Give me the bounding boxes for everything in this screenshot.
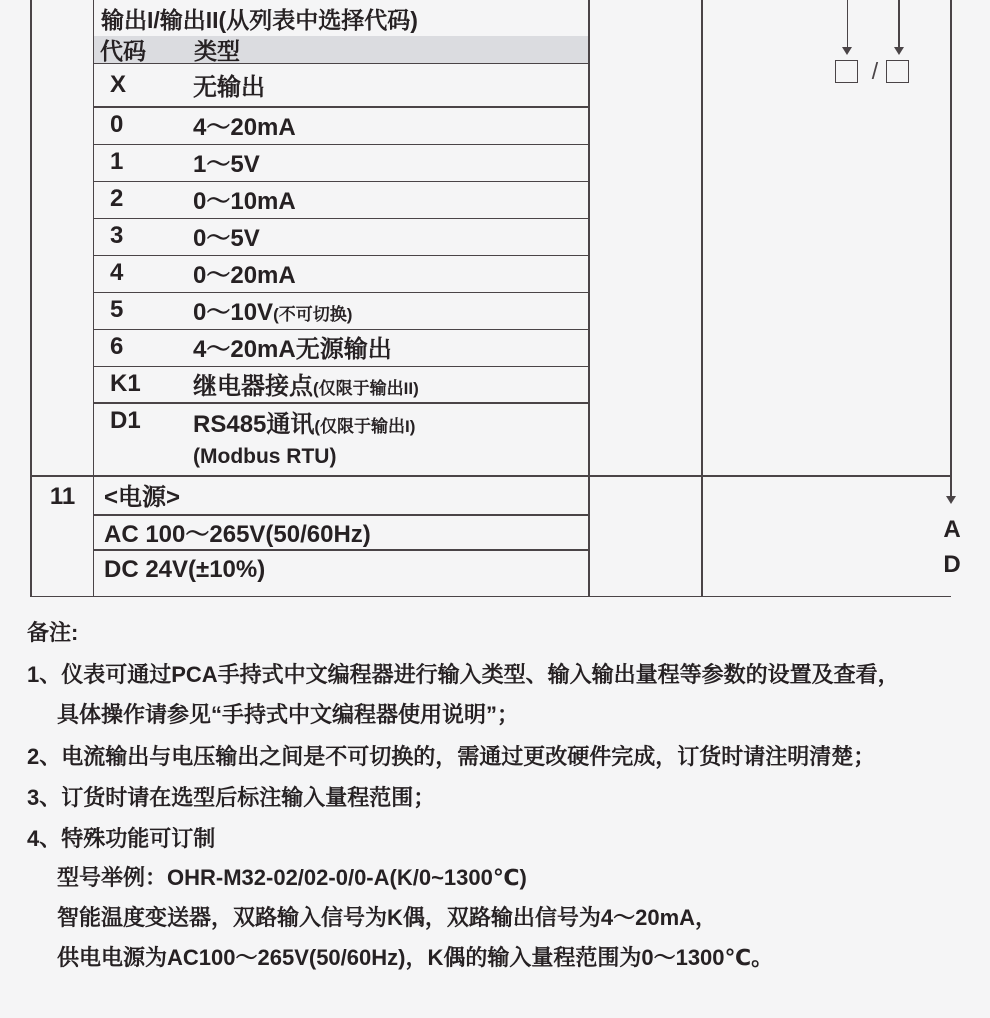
- model-example-line-3: 供电电源为AC100～265V(50/60Hz)，K偶的输入量程范围为0～1300℃。: [57, 945, 774, 970]
- output-row-3: [94, 217, 588, 254]
- output-row-d1: [94, 402, 588, 440]
- slash-separator: /: [871, 58, 879, 84]
- type-cell: 0～5V: [193, 225, 260, 252]
- type-cell: 无输出: [193, 74, 265, 101]
- output2-code-selection-box: [886, 60, 909, 83]
- type-cell: 0～10V(不可切换): [193, 299, 353, 326]
- power-option-ac: AC 100～265V(50/60Hz): [104, 521, 371, 548]
- code-cell: 0: [110, 110, 124, 138]
- note-3: 3、订货时请在选型后标注输入量程范围；: [27, 785, 436, 810]
- note-1-line-1: 1、仪表可通过PCA手持式中文编程器进行输入类型、输入输出量程等参数的设置及查看，: [27, 662, 900, 687]
- col-header-type: 类型: [194, 38, 240, 64]
- code-cell: 2: [110, 184, 124, 212]
- output-row-2: [94, 180, 588, 217]
- type-cell: 1～5V: [193, 151, 260, 178]
- output-row-0: [94, 106, 588, 143]
- modbus-protocol-note: (Modbus RTU): [193, 445, 337, 468]
- col-header-code: 代码: [100, 38, 146, 64]
- output-row-k1: [94, 365, 588, 402]
- output1-arrow-line: [847, 0, 849, 48]
- output-row-1: [94, 143, 588, 180]
- type-note: (仅限于输出II): [313, 379, 419, 398]
- output-section-title-text: 输出I/输出II(从列表中选择代码): [101, 6, 418, 33]
- note-2: 2、电流输出与电压输出之间是不可切换的，需通过更改硬件完成，订货时请注明清楚；: [27, 744, 876, 769]
- row-number-11: 11: [49, 483, 76, 510]
- code-cell: D1: [110, 407, 141, 434]
- code-cell: 6: [110, 332, 124, 360]
- type-cell: 继电器接点(仅限于输出II): [193, 373, 419, 400]
- code-cell: 1: [110, 147, 124, 175]
- note-4: 4、特殊功能可订制: [27, 826, 216, 851]
- type-cell: 4～20mA无源输出: [193, 336, 392, 363]
- output-row-x: [94, 63, 588, 106]
- table-border: [31, 596, 951, 598]
- output-row-5: [94, 291, 588, 328]
- model-example-line-1: 型号举例：OHR-M32-02/02-0/0-A(K/0~1300℃): [57, 865, 527, 890]
- table-header-row: [94, 36, 588, 63]
- code-cell: 5: [110, 295, 124, 323]
- notes-heading: 备注:: [27, 620, 79, 645]
- note-1-line-2: 具体操作请参见“手持式中文编程器使用说明”；: [57, 702, 520, 727]
- table-border: [588, 0, 590, 597]
- power-code-a-label: A: [943, 516, 961, 543]
- output1-code-selection-box: [835, 60, 858, 83]
- power-code-d-label: D: [943, 551, 961, 578]
- arrow-down-icon: [894, 47, 904, 55]
- code-cell: 3: [110, 221, 124, 249]
- code-cell: X: [110, 70, 127, 98]
- output2-arrow-line: [898, 0, 900, 48]
- table-border: [701, 0, 703, 597]
- power-option-dc: DC 24V(±10%): [104, 556, 266, 583]
- type-cell: RS485通讯(仅限于输出I): [193, 410, 416, 438]
- arrow-down-icon: [946, 496, 956, 504]
- output-row-4: [94, 254, 588, 291]
- type-cell: 4～20mA: [193, 114, 296, 141]
- output-row-6: [94, 328, 588, 365]
- arrow-down-icon: [842, 47, 852, 55]
- power-section-title: <电源>: [104, 484, 181, 511]
- model-example-line-2: 智能温度变送器，双路输入信号为K偶，双路输出信号为4～20mA，: [57, 905, 718, 930]
- type-cell: 0～20mA: [193, 262, 296, 289]
- output-section-title: [94, 0, 588, 36]
- code-cell: K1: [110, 369, 141, 397]
- type-note: (仅限于输出I): [314, 416, 416, 436]
- type-cell: 0～10mA: [193, 188, 296, 215]
- power-code-arrow-line: [950, 0, 952, 497]
- code-cell: 4: [110, 258, 124, 286]
- type-note: (不可切换): [273, 305, 353, 324]
